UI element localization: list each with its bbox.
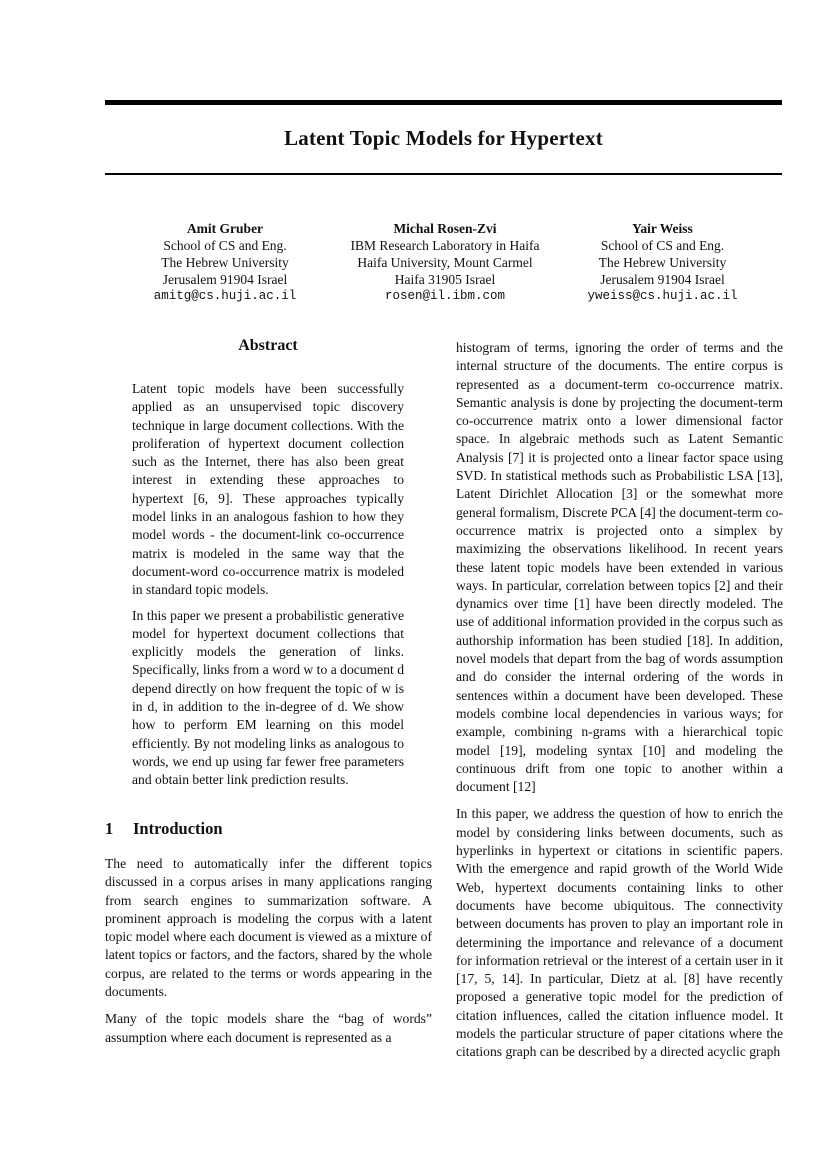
author-email: rosen@il.ibm.com xyxy=(384,289,506,303)
author-affiliation: The Hebrew University xyxy=(598,255,727,270)
body-paragraph: In this paper, we address the question of how to enrich the model by considering links between documents, such as hyperlinks in hypertext or citations in scientific papers. With the emergence and rapid growth of the World Wide Web, hypertext documents containing links to other documents have become ubiquitous. The connectivity between documents has proven to play an important role in determining the importance and relevance of a document for information retrieval or the interest of a certain user in it [17, 5, 14]. In particular, Dietz at al. [8] have recently proposed a generative topic model for the prediction of citation influences, called the citation influence model. It models the particular structure of paper citations where the citations graph can be described by a directed acyclic graph xyxy=(456,806,783,1060)
author-block-1 xyxy=(130,220,320,305)
author-affiliation: School of CS and Eng. xyxy=(163,238,287,253)
author-affiliation: The Hebrew University xyxy=(161,255,289,270)
author-address: Jerusalem 91904 Israel xyxy=(162,272,288,287)
body-paragraph: histogram of terms, ignoring the order of terms and the internal structure of the documents. The entire corpus is represented as a document-term co-occurrence matrix. Semantic analysis is done by projecting the document-term co-occurrence matrix onto a lower dimensional factor space. In algebraic methods such as Latent Semantic Analysis [7] it is projected onto a linear factor space using SVD. In statistical methods such as Probabilistic LSA [13], Latent Dirichlet Allocation [3] or the somewhat more general formalism, Discrete PCA [4] the document-term co-occurrence matrix is projected onto a simplex by maximizing the observations likelihood. In recent years these latent topic models have been extended in various ways. In particular, correlation between topics [2] and their dynamics over time [1] have been directly modeled. The use of additional information provided in the corpus such as authorship information has been studied [18]. In addition, novel models that depart from the bag of words assumption and do consider the internal ordering of the words in sentences within a document have been developed. These models combine local dependencies in various ways; for example, combining n-grams with a hierarchical topic model [19], modeling syntax [10] and modeling the continuous drift from one topic to another within a document [12] xyxy=(456,340,783,795)
section-number: 1 xyxy=(105,819,114,838)
intro-left-column xyxy=(105,855,432,1056)
section-title: Introduction xyxy=(133,819,223,838)
abstract-heading: Abstract xyxy=(238,337,298,354)
body-paragraph: The need to automatically infer the different topics discussed in a corpus arises in many applications ranging from search engines to summarization software. A prominent approach is modeling the corpus with a latent topic model where each document is viewed as a mixture of latent topics or factors, and the factors, shared by the whole corpus, are related to the terms or words appearing in the documents. xyxy=(105,856,432,1000)
author-email: amitg@cs.huji.ac.il xyxy=(153,289,297,303)
abstract-body xyxy=(132,380,404,797)
author-address: Jerusalem 91904 Israel xyxy=(600,272,725,287)
section-heading xyxy=(105,819,435,839)
author-email: yweiss@cs.huji.ac.il xyxy=(587,289,738,303)
author-block-2 xyxy=(325,220,565,305)
author-address: Haifa 31905 Israel xyxy=(394,272,496,287)
body-paragraph: Many of the topic models share the “bag of words” assumption where each document is represented as a xyxy=(105,1011,432,1045)
author-block-3 xyxy=(575,220,750,305)
right-column xyxy=(456,339,783,1071)
title-rule-top xyxy=(105,100,782,105)
author-name: Michal Rosen-Zvi xyxy=(393,221,497,236)
title-rule-bottom xyxy=(105,173,782,175)
abstract-paragraph: In this paper we present a probabilistic generative model for hypertext document collections that explicitly models the generation of links. Specifically, links from a word w to a document d depend directly on how frequent the topic of w is in d, in addition to the in-degree of d. We show how to perform EM learning on this model efficiently. By not modeling links as analogous to words, we end up using far fewer free parameters and obtain better link prediction results. xyxy=(132,607,404,788)
author-name: Yair Weiss xyxy=(632,221,693,236)
author-affiliation: IBM Research Laboratory in Haifa xyxy=(350,238,540,253)
paper-title: Latent Topic Models for Hypertext xyxy=(284,126,603,150)
author-affiliation: Haifa University, Mount Carmel xyxy=(357,255,533,270)
author-affiliation: School of CS and Eng. xyxy=(600,238,725,253)
abstract-paragraph: Latent topic models have been successfully applied as an unsupervised topic discovery technique in large document collections. With the proliferation of hypertext document collection such as the Internet, there has also been great interest in extending these approaches to hypertext [6, 9]. These approaches typically model links in an analogous fashion to how they model words - the document-link co-occurrence matrix is modeled in the same way that the document-word co-occurrence matrix is modeled in standard topic models. xyxy=(132,381,404,598)
author-name: Amit Gruber xyxy=(186,221,264,236)
